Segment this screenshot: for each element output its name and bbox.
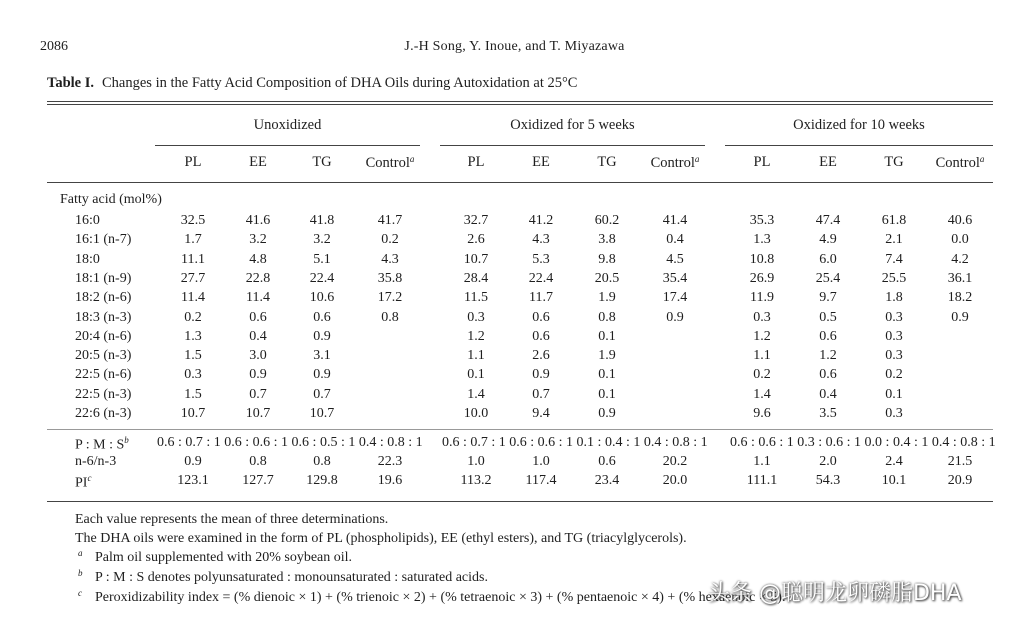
- pms-values: 0.6 : 0.7 : 1 0.6 : 0.6 : 1 0.1 : 0.4 : 1 0.4 : 0.8 : 1: [442, 435, 708, 450]
- footnote-c-mark: c: [78, 588, 82, 598]
- table-cell: 54.3: [815, 473, 841, 488]
- table-cell: 0.1: [467, 367, 485, 383]
- table-cell: 3.1: [313, 348, 331, 364]
- table-cell: 41.4: [662, 213, 688, 228]
- table-cell: 4.2: [951, 251, 969, 267]
- table-cell: 1.5: [184, 386, 202, 402]
- table-cell: 0.7: [249, 386, 267, 402]
- table-cell: 32.7: [463, 213, 489, 228]
- table-cell: 0.4: [249, 328, 267, 344]
- table-cell: 10.7: [180, 406, 206, 421]
- table-cell: 20.9: [947, 473, 973, 488]
- column-header: [158, 154, 228, 171]
- column-header: [727, 154, 797, 171]
- column-header-label: EE: [249, 154, 267, 170]
- column-header: [859, 154, 929, 171]
- group-header: Unoxidized: [253, 117, 322, 133]
- column-header-label: PL: [753, 154, 771, 170]
- table-cell: 9.7: [819, 290, 837, 306]
- table-title: Changes in the Fatty Acid Composition of DHA Oils during Autoxidation at 25°C: [102, 75, 578, 91]
- table-cell: 20.0: [662, 473, 688, 488]
- table-cell: 1.9: [598, 290, 616, 306]
- table-cell: 60.2: [594, 213, 620, 228]
- group-header: Oxidized for 5 weeks: [510, 117, 635, 133]
- column-header-label: EE: [819, 154, 837, 170]
- table-cell: 17.4: [662, 290, 688, 306]
- table-cell: 9.4: [532, 406, 550, 421]
- table-cell: 23.4: [594, 473, 620, 488]
- table-cell: 4.5: [666, 251, 684, 267]
- table-cell: 1.2: [819, 348, 837, 364]
- table-cell: 0.4: [819, 386, 837, 402]
- table-cell: 22.4: [309, 270, 335, 286]
- column-header: [287, 154, 357, 171]
- group-header: Oxidized for 10 weeks: [793, 117, 925, 133]
- table-cell: 0.2: [381, 232, 399, 248]
- section-label: Fatty acid (mol%): [60, 192, 162, 207]
- row-label: 20:4 (n-6): [75, 328, 132, 344]
- column-header: [640, 154, 710, 172]
- footnote-mark: c: [87, 473, 92, 483]
- table-cell: 20.2: [662, 454, 688, 469]
- table-cell: 7.4: [885, 251, 903, 267]
- table-cell: 10.1: [881, 473, 907, 488]
- column-header-label: TG: [312, 154, 332, 170]
- table-cell: 22.4: [528, 270, 554, 286]
- column-header: [441, 154, 511, 171]
- table-cell: 1.9: [598, 348, 616, 364]
- table-cell: 3.5: [819, 406, 837, 421]
- table-caption: [47, 75, 577, 92]
- row-label: 18:3 (n-3): [75, 309, 132, 325]
- table-cell: 1.2: [753, 328, 771, 344]
- table-cell: 18.2: [947, 290, 973, 306]
- running-head: J.-H Song, Y. Inoue, and T. Miyazawa: [404, 39, 625, 54]
- table-cell: 11.1: [181, 251, 205, 267]
- table-cell: 10.0: [463, 406, 489, 421]
- table-cell: 3.0: [249, 348, 267, 364]
- column-header: [925, 154, 995, 172]
- table-cell: 0.1: [598, 367, 616, 383]
- table-cell: 0.2: [184, 309, 202, 325]
- table-cell: 0.9: [666, 309, 684, 325]
- table-cell: 0.6: [532, 309, 550, 325]
- column-header: [793, 154, 863, 171]
- table-cell: 10.7: [245, 406, 271, 421]
- table-cell: 25.5: [881, 270, 907, 286]
- column-header-label: PL: [467, 154, 485, 170]
- table-cell: 36.1: [947, 270, 973, 286]
- row-label: 16:1 (n-7): [75, 232, 132, 248]
- footnote-a-mark: a: [78, 548, 83, 558]
- table-cell: 0.7: [532, 386, 550, 402]
- table-cell: 19.6: [377, 473, 403, 488]
- table-cell: 0.6: [819, 367, 837, 383]
- table-cell: 9.8: [598, 251, 616, 267]
- table-cell: 40.6: [947, 213, 973, 228]
- table-cell: 0.9: [598, 406, 616, 421]
- pms-values: 0.6 : 0.7 : 1 0.6 : 0.6 : 1 0.6 : 0.5 : 1 0.4 : 0.8 : 1: [157, 435, 423, 450]
- table-cell: 0.1: [885, 386, 903, 402]
- table-cell: 26.9: [749, 270, 775, 286]
- table-cell: 0.6: [532, 328, 550, 344]
- table-cell: 0.9: [249, 367, 267, 383]
- table-cell: 123.1: [177, 473, 209, 488]
- table-cell: 1.3: [753, 232, 771, 248]
- row-label: 18:1 (n-9): [75, 270, 132, 286]
- summary-rule: [47, 429, 993, 430]
- table-cell: 0.3: [753, 309, 771, 325]
- table-cell: 0.9: [532, 367, 550, 383]
- table-cell: 0.1: [598, 328, 616, 344]
- pms-values: 0.6 : 0.6 : 1 0.3 : 0.6 : 1 0.0 : 0.4 : 1 0.4 : 0.8 : 1: [730, 435, 996, 450]
- table-cell: 117.4: [525, 473, 557, 488]
- table-cell: 1.3: [184, 328, 202, 344]
- table-cell: 61.8: [881, 213, 907, 228]
- table-cell: 1.5: [184, 348, 202, 364]
- table-cell: 11.5: [464, 290, 488, 306]
- table-cell: 41.7: [377, 213, 403, 228]
- column-header: [223, 154, 293, 171]
- footnote-b-mark: b: [78, 568, 83, 578]
- table-cell: 0.2: [885, 367, 903, 383]
- table-cell: 0.6: [819, 328, 837, 344]
- row-label: 18:2 (n-6): [75, 290, 132, 306]
- group-rule: [440, 145, 705, 146]
- footnote-mark: b: [124, 435, 129, 445]
- row-label: 20:5 (n-3): [75, 348, 132, 364]
- footnote-forms: The DHA oils were examined in the form of PL (phospholipids), EE (ethyl esters), and TG (triacylglycerols).: [75, 531, 687, 546]
- table-cell: 0.9: [184, 454, 202, 469]
- table-cell: 0.6: [249, 309, 267, 325]
- table-cell: 1.8: [885, 290, 903, 306]
- row-label: n-6/n-3: [75, 454, 117, 469]
- table-cell: 21.5: [947, 454, 973, 469]
- page-header: [0, 39, 1029, 59]
- table-cell: 41.2: [528, 213, 554, 228]
- table-cell: 3.8: [598, 232, 616, 248]
- table-cell: 2.1: [885, 232, 903, 248]
- table-cell: 3.2: [249, 232, 267, 248]
- table-cell: 129.8: [306, 473, 338, 488]
- table-cell: 6.0: [819, 251, 837, 267]
- column-header: [506, 154, 576, 171]
- column-header-label: Control: [935, 155, 980, 171]
- table-cell: 0.6: [598, 454, 616, 469]
- group-rule: [725, 145, 993, 146]
- table-cell: 27.7: [180, 270, 206, 286]
- table-cell: 4.9: [819, 232, 837, 248]
- table-cell: 1.4: [753, 386, 771, 402]
- column-header-label: TG: [597, 154, 617, 170]
- table-label: Table I.: [47, 75, 95, 91]
- table-cell: 2.0: [819, 454, 837, 469]
- table-cell: 0.3: [885, 309, 903, 325]
- table-cell: 35.4: [662, 270, 688, 286]
- footnote-mean: Each value represents the mean of three determinations.: [75, 512, 389, 527]
- table-cell: 0.3: [885, 406, 903, 421]
- table-cell: 4.3: [532, 232, 550, 248]
- table-cell: 17.2: [377, 290, 403, 306]
- table-cell: 11.9: [750, 290, 774, 306]
- row-label: 22:5 (n-3): [75, 386, 132, 402]
- top-rule: [47, 101, 993, 102]
- table-cell: 20.5: [594, 270, 620, 286]
- table-cell: 22.3: [377, 454, 403, 469]
- table-cell: 0.2: [753, 367, 771, 383]
- table-cell: 5.3: [532, 251, 550, 267]
- footnote-mark: a: [979, 154, 985, 164]
- table-cell: 0.9: [951, 309, 969, 325]
- row-label: 22:5 (n-6): [75, 367, 132, 383]
- footnote-mark: a: [409, 154, 415, 164]
- row-label: 22:6 (n-3): [75, 406, 132, 421]
- table-cell: 35.8: [377, 270, 403, 286]
- table-cell: 2.6: [532, 348, 550, 364]
- page-number: 2086: [40, 39, 68, 54]
- table-cell: 0.0: [951, 232, 969, 248]
- footnote-a: Palm oil supplemented with 20% soybean oil.: [95, 550, 353, 565]
- column-header-label: EE: [532, 154, 550, 170]
- table-cell: 1.0: [467, 454, 485, 469]
- table-cell: 0.9: [313, 367, 331, 383]
- table-cell: 1.0: [532, 454, 550, 469]
- table-cell: 1.1: [753, 348, 771, 364]
- row-label: 16:0: [75, 213, 100, 228]
- pi-label: PI: [75, 475, 88, 491]
- table-cell: 11.4: [246, 290, 270, 306]
- table-cell: 35.3: [749, 213, 775, 228]
- table-cell: 0.8: [313, 454, 331, 469]
- table-cell: 0.4: [666, 232, 684, 248]
- table-cell: 0.7: [313, 386, 331, 402]
- table-cell: 25.4: [815, 270, 841, 286]
- table-cell: 47.4: [815, 213, 841, 228]
- table-cell: 0.8: [598, 309, 616, 325]
- table-cell: 0.6: [313, 309, 331, 325]
- bottom-rule: [47, 501, 993, 502]
- table-cell: 4.3: [381, 251, 399, 267]
- table-cell: 28.4: [463, 270, 489, 286]
- row-label-pi: [75, 473, 91, 492]
- table-cell: 41.6: [245, 213, 271, 228]
- table-cell: 0.1: [598, 386, 616, 402]
- table-cell: 11.7: [529, 290, 553, 306]
- table-cell: 0.3: [885, 328, 903, 344]
- table-cell: 0.5: [819, 309, 837, 325]
- table-cell: 9.6: [753, 406, 771, 421]
- table-cell: 0.9: [313, 328, 331, 344]
- table-cell: 2.4: [885, 454, 903, 469]
- table-cell: 1.1: [753, 454, 771, 469]
- table-cell: 0.3: [467, 309, 485, 325]
- column-header-label: PL: [184, 154, 202, 170]
- column-header-label: Control: [650, 155, 695, 171]
- top-rule-double: [47, 104, 993, 105]
- column-header: [355, 154, 425, 172]
- footnote-c: Peroxidizability index = (% dienoic × 1) + (% trienoic × 2) + (% tetraenoic × 3) + (% pentaenoic × 4) + (% hexaenoic × 5).: [95, 590, 786, 605]
- table-cell: 1.4: [467, 386, 485, 402]
- header-rule: [47, 182, 993, 183]
- footnote-b: P : M : S denotes polyunsaturated : monounsaturated : saturated acids.: [95, 570, 488, 585]
- table-cell: 5.1: [313, 251, 331, 267]
- table-cell: 1.2: [467, 328, 485, 344]
- column-header-label: Control: [365, 155, 410, 171]
- table-cell: 22.8: [245, 270, 271, 286]
- table-cell: 113.2: [460, 473, 492, 488]
- group-rule: [155, 145, 420, 146]
- row-label-pms: [75, 435, 129, 454]
- table-cell: 111.1: [746, 473, 778, 488]
- table-cell: 32.5: [180, 213, 206, 228]
- column-header: [572, 154, 642, 171]
- table-cell: 10.7: [309, 406, 335, 421]
- table-cell: 0.3: [184, 367, 202, 383]
- pms-label: P : M : S: [75, 437, 125, 453]
- table-cell: 10.7: [463, 251, 489, 267]
- column-header-label: TG: [884, 154, 904, 170]
- table-cell: 10.8: [749, 251, 775, 267]
- watermark: 头条 @聪明龙卵磷脂DHA: [708, 581, 962, 606]
- table-cell: 41.8: [309, 213, 335, 228]
- table-cell: 11.4: [181, 290, 205, 306]
- table-cell: 1.7: [184, 232, 202, 248]
- table-cell: 0.8: [381, 309, 399, 325]
- table-cell: 2.6: [467, 232, 485, 248]
- footnote-mark: a: [694, 154, 700, 164]
- table-cell: 10.6: [309, 290, 335, 306]
- table-cell: 0.3: [885, 348, 903, 364]
- table-cell: 0.8: [249, 454, 267, 469]
- table-cell: 4.8: [249, 251, 267, 267]
- table-cell: 127.7: [242, 473, 274, 488]
- row-label: 18:0: [75, 251, 100, 267]
- table-cell: 3.2: [313, 232, 331, 248]
- table-cell: 1.1: [467, 348, 485, 364]
